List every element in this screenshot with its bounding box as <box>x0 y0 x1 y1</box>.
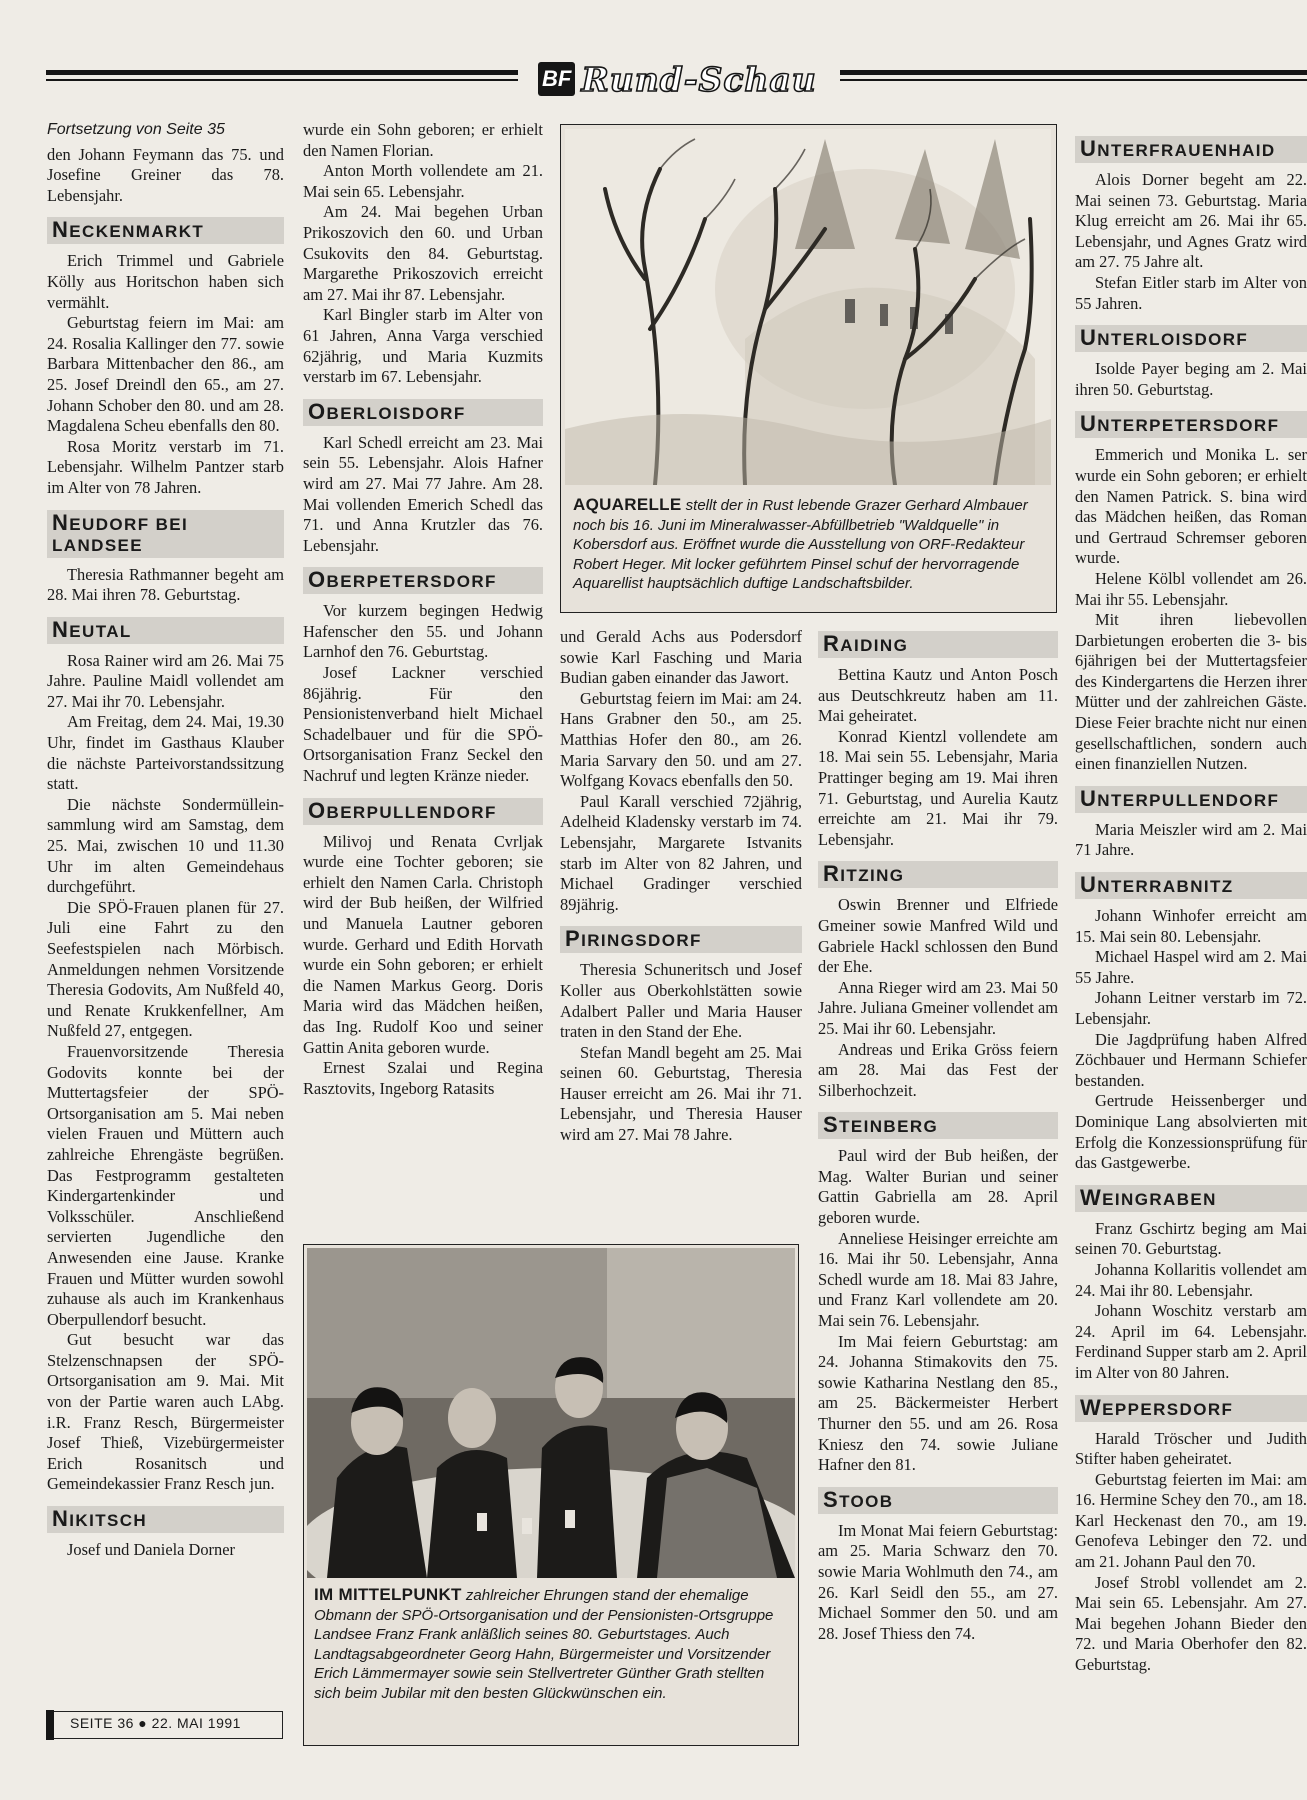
paragraph: Anna Rieger wird am 23. Mai 50 Jahre. Juliana Gmeiner vollendet am 25. Mai ihr 60. Lebensjahr. <box>818 977 1058 1038</box>
watercolor-photo <box>560 124 1057 613</box>
paragraph: den Johann Feymann das 75. und Josefine Greiner das 78. Lebensjahr. <box>47 144 284 205</box>
masthead <box>538 56 817 102</box>
caption-text: zahlreicher Ehrungen stand der ehemalige Obmann der SPÖ-Ortsorganisation und der Pensionisten-Ortsgruppe Landsee Franz Frank anläßlich seines 80. Geburtstages. Auch Landtagsabgeordneter Georg Hahn, Bürgermeister und Vorsitzender Erich Lämmermayer sowie sein Stellvertreter Günther Grath stellten sich beim Jubilar mit den besten Glückwünschen ein. <box>314 1587 774 1702</box>
paragraph: Die nächste Sondermülleinsammlung wird am Samstag, dem 25. Mai, zwischen 10 und 11.30 Uhr im alten Gemeindehaus durchgeführt. <box>47 794 284 897</box>
watercolor-caption <box>573 495 1048 594</box>
section-heading: WEPPERSDORF <box>1075 1395 1307 1422</box>
masthead-rule-left <box>46 70 518 75</box>
section-heading: STEINBERG <box>818 1112 1058 1139</box>
paragraph: Karl Bingler starb im Alter von 61 Jahren, Anna Varga verschied 62jährig, und Maria Kuzmits verstarb im 67. Lebensjahr. <box>303 305 543 387</box>
section-heading: UNTERLOISDORF <box>1075 325 1307 352</box>
bf-logo: BF <box>538 62 575 96</box>
group-photo <box>303 1244 799 1746</box>
paragraph: Oswin Brenner und Elfriede Gmeiner sowie Manfred Wild und Gabriele Hackl schlossen den Bund der Ehe. <box>818 895 1058 977</box>
section-heading: NECKENMARKT <box>47 217 284 244</box>
paragraph: Karl Schedl erreicht am 23. Mai sein 55. Lebensjahr. Alois Hafner wird am 27. Mai 77 Jahre. Am 28. Mai vollenden Emerich Schedl das 71. und Anna Krutzler das 76. Lebensjahr. <box>303 432 543 555</box>
paragraph: Johann Leitner verstarb im 72. Lebensjahr. <box>1075 988 1307 1028</box>
paragraph: Am Freitag, dem 24. Mai, 19.30 Uhr, findet im Gasthaus Klauber die nächste Parteivorstandssitzung statt. <box>47 712 284 794</box>
paragraph: Stefan Eitler starb im Alter von 55 Jahren. <box>1075 272 1307 313</box>
caption-lead: AQUARELLE <box>573 495 682 514</box>
paragraph: Maria Meiszler wird am 2. Mai 71 Jahre. <box>1075 819 1307 860</box>
section-heading: NIKITSCH <box>47 1506 284 1533</box>
paragraph: Josef und Daniela Dorner <box>67 1540 235 1560</box>
section-heading: NEUTAL <box>47 617 284 644</box>
page-footer <box>47 1711 283 1739</box>
paragraph: Geburtstag feiern im Mai: am 24. Hans Grabner den 50., am 25. Matthias Hofer den 80., am 26. Maria Sarvary den 50. und am 27. Wolfgang Kovacs ebenfalls den 50. <box>560 688 802 791</box>
paragraph: Rosa Rainer wird am 26. Mai 75 Jahre. Pauline Maidl vollendet am 27. Mai ihr 70. Lebensjahr. <box>47 650 284 711</box>
paragraph: Ernest Szalai und Regina Rasztovits, Ingeborg Ratasits <box>303 1058 543 1098</box>
footer-text: SEITE 36 ● 22. MAI 1991 <box>70 1715 241 1731</box>
paragraph: Gut besucht war das Stelzenschnapsen der SPÖ-Ortsorganisation am 9. Mai. Mit von der Partie waren auch LAbg. i.R. Franz Resch, Bürgermeister Josef Thieß, Vizebürgermeister Erich Rosanitsch und Gemeindekassier Franz Resch jun. <box>47 1330 284 1494</box>
paragraph: Johann Woschitz verstarb am 24. April im 64. Lebensjahr. Ferdinand Supper starb am 2. April im Alter von 80 Jahren. <box>1075 1301 1307 1382</box>
section-heading: RAIDING <box>818 631 1058 658</box>
column-2 <box>303 120 543 1099</box>
column-5-body <box>1075 136 1307 1676</box>
section-heading: UNTERRABNITZ <box>1075 872 1307 899</box>
section-title: Rund-Schau <box>581 59 817 99</box>
paragraph: Vor kurzem begingen Hedwig Hafenscher den 55. und Johann Larnhof den 76. Geburtstag. <box>303 601 543 662</box>
section-heading: OBERPETERSDORF <box>303 567 543 594</box>
paragraph: Im Mai feiern Geburtstag: am 24. Johanna Stimakovits den 75. sowie Katharina Nestlang den 85., am 25. Bäckermeister Herbert Thurner den 55. und am 26. Rosa Kniesz den 74. sowie Juliane Hafner den 81. <box>818 1331 1058 1475</box>
masthead-rule-left-thin <box>46 79 518 81</box>
paragraph: Bettina Kautz und Anton Posch aus Deutschkreutz haben am 11. Mai geheiratet. <box>818 665 1058 726</box>
section-heading: UNTERPULLENDORF <box>1075 786 1307 813</box>
section-heading: WEINGRABEN <box>1075 1185 1307 1212</box>
paragraph: Theresia Schuneritsch und Josef Koller aus Oberkohlstätten sowie Adalbert Paller und Maria Hauser traten in den Stand der Ehe. <box>560 960 802 1042</box>
paragraph: Paul Karall verschied 72jährig, Adelheid Kladensky verstarb im 74. Lebensjahr, Margarete Istvanits starb im Alter von 82 Jahren, und Michael Gradinger verschied 89jährig. <box>560 791 802 914</box>
paragraph: Theresia Rathmanner begeht am 28. Mai ihren 78. Geburtstag. <box>47 564 284 605</box>
paragraph: Konrad Kientzl vollendete am 18. Mai sein 55. Lebensjahr, Maria Prattinger beging am 19. Mai ihren 71. Geburtstag, und Aurelia Kautz erreichte am 21. Mai ihr 79. Lebensjahr. <box>818 726 1058 849</box>
paragraph: Helene Kölbl vollendet am 26. Mai ihr 55. Lebensjahr. <box>1075 568 1307 609</box>
section-heading: OBERLOISDORF <box>303 399 543 426</box>
paragraph: Josef Strobl vollendet am 2. Mai sein 65. Lebensjahr. Am 27. Mai begehen Johann Bieder den 72. und Maria Oberhofer den 82. Geburtstag. <box>1075 1572 1307 1675</box>
paragraph: Mit ihren liebevollen Darbietungen eroberten die 3- bis 6jährigen bei der Muttertagsfeier des Kindergartens die Herzen ihrer Mütter und der zahlreichen Gäste. Diese Feier brachte nicht nur einen gesellschaftlichen, sondern auch einen finanziellen Nutzen. <box>1075 610 1307 774</box>
paragraph: Josef Lackner verschied 86jährig. Für den Pensionistenverband hielt Michael Schadelbauer und für die SPÖ-Ortsorganisation Franz Seckel den Nachruf und legten Kränze nieder. <box>303 663 543 786</box>
paragraph: Johann Winhofer erreicht am 15. Mai sein 80. Lebensjahr. <box>1075 906 1307 946</box>
column-5 <box>1075 125 1307 1793</box>
section-heading: RITZING <box>818 861 1058 888</box>
group-image <box>307 1248 795 1578</box>
paragraph: wurde ein Sohn geboren; er erhielt den Namen Florian. <box>303 120 543 160</box>
paragraph: Am 24. Mai begehen Urban Prikoszovich den 60. und Urban Csukovits den 84. Geburtstag. Margarethe Prikoszovich erreicht am 27. Mai ihr 87. Lebensjahr. <box>303 202 543 304</box>
paragraph: Anton Morth vollendete am 21. Mai sein 65. Lebensjahr. <box>303 161 543 201</box>
section-heading: PIRINGSDORF <box>560 926 802 953</box>
column-2-body <box>303 120 543 1099</box>
paragraph: Andreas und Erika Gröss feiern am 28. Mai das Fest der Silberhochzeit. <box>818 1039 1058 1100</box>
column-3 <box>560 627 802 1146</box>
paragraph: Alois Dorner begeht am 22. Mai seinen 73. Geburtstag. Maria Klug erreicht am 26. Mai ihr 65. Lebensjahr, und Agnes Gratz wird am 27. 75 Jahre alt. <box>1075 170 1307 272</box>
paragraph: Frauenvorsitzende Theresia Godovits konnte bei der Muttertagsfeier der SPÖ-Ortsorganisation am 5. Mai neben vielen Frauen und Müttern auch zahlreiche Ehrengäste begrüßen. Das Festprogramm gestalteten Kindergartenkinder und Volksschüler. Anschließend servierten Jugendliche den Anwesenden eine Jause. Kranke Frauen und Mütter wurden sowohl zuhause als auch im Krankenhaus Oberpullendorf besucht. <box>47 1041 284 1329</box>
paragraph: Anneliese Heisinger erreichte am 16. Mai ihr 50. Lebensjahr, Anna Schedl wurde am 18. Mai 83 Jahre, und Franz Karl vollendete am 20. Mai sein 76. Lebensjahr. <box>818 1228 1058 1331</box>
paragraph: und Gerald Achs aus Podersdorf sowie Karl Fasching und Maria Budian gaben einander das Jawort. <box>560 627 802 688</box>
section-heading: OBERPULLENDORF <box>303 798 543 825</box>
column-4-body <box>818 631 1058 1644</box>
paragraph: Johanna Kollaritis vollendet am 24. Mai ihr 80. Lebensjahr. <box>1075 1259 1307 1300</box>
paragraph: Geburtstag feierten im Mai: am 16. Hermine Schey den 70., am 18. Karl Heckenast den 70., am 19. Genofeva Lebinger den 72. und am 21. Johann Paul den 70. <box>1075 1469 1307 1572</box>
paragraph: Im Monat Mai feiern Geburtstag: am 25. Maria Schwarz den 70. sowie Maria Wohlmuth den 74., am 26. Karl Seidl den 55., am 27. Michael Sommer den 50. und am 28. Josef Thiess den 74. <box>818 1520 1058 1643</box>
column-1-body <box>47 145 284 1561</box>
watercolor-image <box>565 129 1051 485</box>
footer-bar <box>46 1710 54 1740</box>
section-heading: UNTERPETERSDORF <box>1075 411 1307 438</box>
paragraph: Rosa Moritz verstarb im 71. Lebensjahr. Wilhelm Pantzer starb im Alter von 78 Jahren. <box>47 436 284 497</box>
continuation-note: Fortsetzung von Seite 35 <box>47 121 225 138</box>
paragraph: Emmerich und Monika L. ser wurde ein Sohn geboren; er erhielt den Namen Patrick. S. bina wird das Mädchen heißen, das Roman und Gertraud Schremser geboren wurde. <box>1075 445 1307 568</box>
paragraph: Franz Gschirtz beging am Mai seinen 70. Geburtstag. <box>1075 1218 1307 1259</box>
paragraph: Erich Trimmel und Gabriele Kölly aus Horitschon haben sich vermählt. <box>47 251 284 312</box>
paragraph: Geburtstag feiern im Mai: am 24. Rosalia Kallinger den 77. sowie Barbara Mittenbacher den 86., am 25. Josef Dreindl den 65., am 27. Johann Schober den 80. und am 28. Magdalena Scheu ebenfalls den 80. <box>47 313 284 436</box>
column-3-body <box>560 627 802 1146</box>
paragraph: Die Jagdprüfung haben Alfred Zöchbauer und Hermann Schiefer bestanden. <box>1075 1029 1307 1090</box>
paragraph: Milivoj und Renata Cvrljak wurde eine Tochter geboren; sie erhielt den Namen Carla. Christoph wird der Bub heißen, der Wilfried und Manuela Lautner geboren wurde. Gerhard und Edith Horvath wurde ein Sohn geboren; er erhielt die Namen Markus Georg. Doris Maria wird das Mädchen heißen, das Ing. Rudolf Koo und seiner Gattin Anita geboren wurde. <box>303 831 543 1057</box>
caption-lead: IM MITTELPUNKT <box>314 1585 462 1604</box>
section-heading: UNTERFRAUENHAID <box>1075 136 1307 163</box>
paragraph: Harald Tröscher und Judith Stifter haben geheiratet. <box>1075 1428 1307 1469</box>
section-heading: STOOB <box>818 1487 1058 1514</box>
section-heading: NEUDORF BEI LANDSEE <box>47 510 284 558</box>
paragraph: Gertrude Heissenberger und Dominique Lang absolvierten mit Erfolg die Konzessionsprüfung für das Gastgewerbe. <box>1075 1091 1307 1173</box>
column-4 <box>818 620 1058 1644</box>
paragraph: Paul wird der Bub heißen, der Mag. Walter Burian und seiner Gattin Gabriella am 28. April geboren wurde. <box>818 1146 1058 1228</box>
masthead-rule-right <box>840 70 1307 75</box>
paragraph: Michael Haspel wird am 2. Mai 55 Jahre. <box>1075 947 1307 987</box>
masthead-rule-right-thin <box>840 79 1307 81</box>
paragraph: Stefan Mandl begeht am 25. Mai seinen 60. Geburtstag, Theresia Hauser erreicht am 26. Mai ihr 71. Lebensjahr, und Theresia Hauser wird am 27. Mai 78 Jahre. <box>560 1042 802 1145</box>
column-1 <box>47 120 284 1561</box>
paragraph: Die SPÖ-Frauen planen für 27. Juli eine Fahrt zu den Seefestspielen nach Mörbisch. Anmeldungen nehmen Vorsitzende Theresia Godovits, Am Nußfeld 40, und Renate Krukkenfellner, Am Nußfeld 27, entgegen. <box>47 897 284 1041</box>
group-caption <box>314 1585 792 1703</box>
caption-text: stellt der in Rust lebende Grazer Gerhard Almbauer noch bis 16. Juni im Mineralwasser-Abfüllbetrieb "Waldquelle" in Kobersdorf aus. Eröffnet wurde die Ausstellung von ORF-Redakteur Robert Heger. Mit locker geführtem Pinsel schuf der hervorragende Aquarellist hauptsächlich duftige Landschaftsbilder. <box>573 497 1028 592</box>
paragraph: Isolde Payer beging am 2. Mai ihren 50. Geburtstag. <box>1075 359 1307 399</box>
